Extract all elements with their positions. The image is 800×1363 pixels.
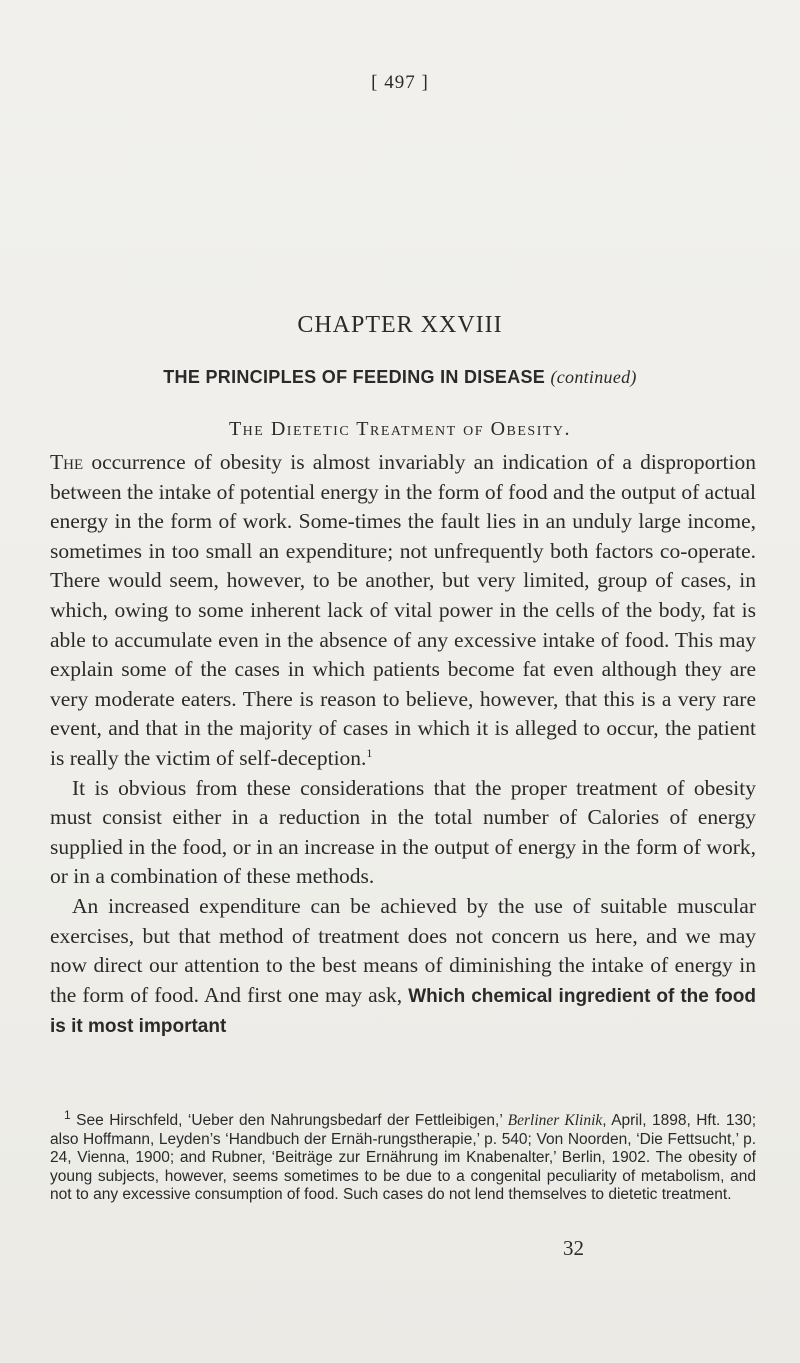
chapter-title: CHAPTER XXVIII [297,312,503,338]
subsection-title: The Dietetic Treatment of Obesity. [228,418,572,440]
page-number: [ 497 ] [371,72,429,93]
footnote-part-1: See Hirschfeld, ‘Ueber den Nahrungsbedarf der Fettleibigen,’ [70,1112,508,1129]
footnote-text [50,1107,756,1205]
paragraph-1 [50,448,756,774]
footnote-marker: 1 [64,1107,71,1122]
signature-mark: 32 [563,1236,584,1260]
paragraph-3 [50,892,756,1042]
footnote-part-2: , April, 1898, Hft. 130; also Hoffmann, Leyden’s ‘Handbuch der Ernäh-rungstherapie,’ p. 540; Von Noorden, ‘Die Fettsucht,’ p. 24, Vienna, 1900; and Rubner, ‘Beiträge zur Ernährung im Knabenalter,’ Berlin, 1902. The obesity of young subjects, however, seems sometimes to be due to a congenital peculiarity of metabolism, and not to any excessive consumption of food. Such cases do not lend themselves to dietetic treatment. [50,1112,756,1204]
footnote-reference: 1 [366,745,373,760]
paragraph-3-text: An increased expenditure can be achieved by the use of suitable muscular exercises, but that method of treatment does not concern us here, and we may now direct our attention to the best means of diminishing the intake of energy in the form of food. And first one may ask, [50,893,756,1007]
footnote-journal-title: Berliner Klinik [507,1112,603,1129]
paragraph-1-text: occurrence of obesity is almost invariably an indication of a disproportion between the intake of potential energy in the form of food and the output of actual energy in the form of work. Some-times the fault lies in an unduly large income, sometimes in too small an expenditure; not unfrequently both factors co-operate. There would seem, however, to be another, but very limited, group of cases, in which, owing to some inherent lack of vital power in the cells of the body, fat is able to accumulate even in the absence of any excessive intake of food. This may explain some of the cases in which patients become fat even although they are very moderate eaters. There is reason to believe, however, that this is a very rare event, and that in the majority of cases in which it is alleged to occur, the patient is really the victim of self-deception. [50,450,756,770]
section-title-continued: (continued) [550,367,637,387]
paragraph-2: It is obvious from these considerations that the proper treatment of obesity must consist either in a reduction in the total number of Calories of energy supplied in the food, or in an increase in the output of energy in the form of work, or in a combination of these methods. [50,775,756,889]
footnote [50,1107,756,1205]
body-text [50,448,756,1042]
paragraph-3-bold-question: Which chemical ingredient of the food is it most important [50,985,756,1038]
paragraph-lead-word: The [50,450,84,474]
section-title [0,367,800,388]
section-title-main: THE PRINCIPLES OF FEEDING IN DISEASE [163,367,546,387]
